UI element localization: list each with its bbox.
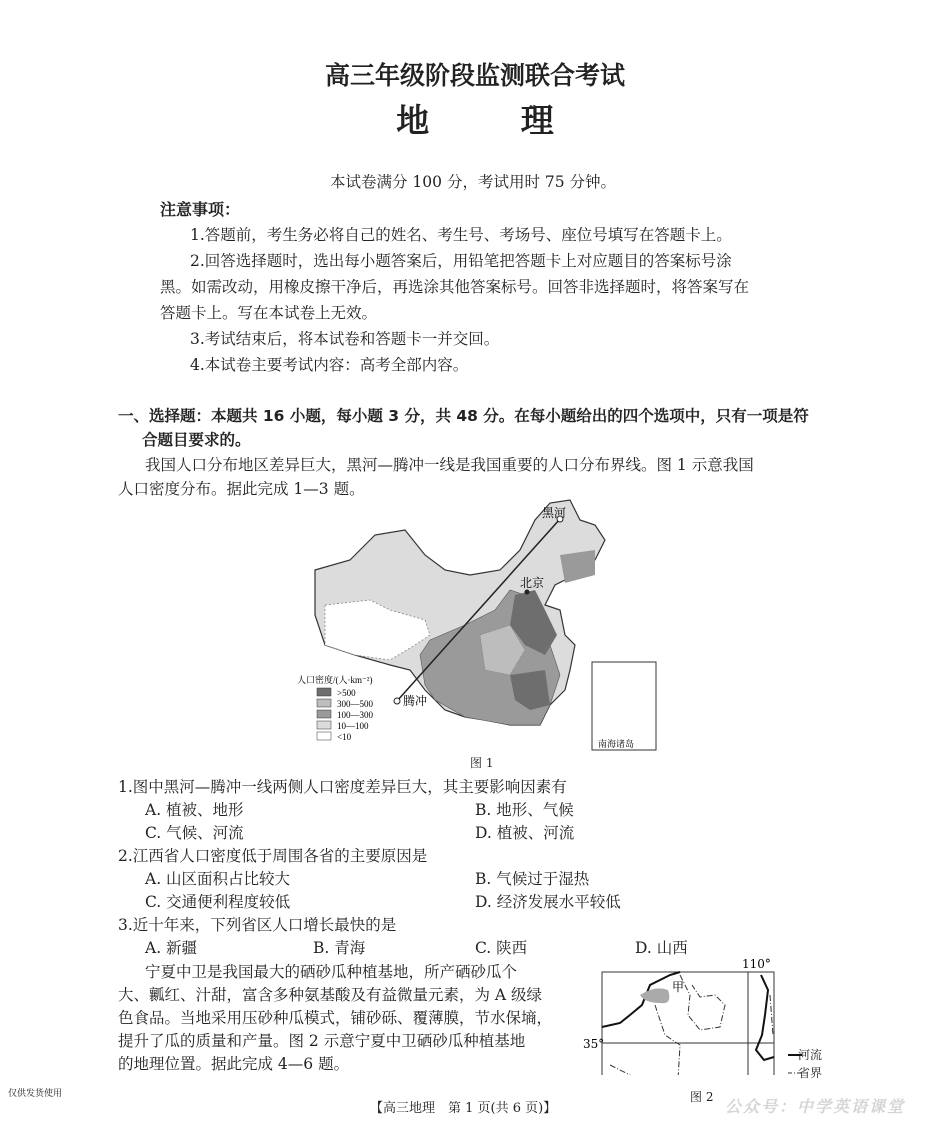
label-beijing: 北京: [520, 576, 545, 590]
legend-river: 河流: [798, 1048, 823, 1062]
section-heading: 一、选择题：本题共 16 小题，每小题 3 分，共 48 分。在每小题给出的四个选项中，只有一项是符: [118, 407, 809, 425]
intro2-paragraph: 提升了瓜的质量和产量。图 2 示意宁夏中卫硒砂瓜种植基地: [118, 1032, 526, 1050]
lon-label: 110°: [742, 957, 771, 971]
legend-title: 人口密度/(人·km⁻²): [297, 675, 373, 685]
subject-title: 地 理: [396, 101, 594, 140]
option: A. 新疆: [145, 939, 198, 957]
watermark: 公众号：中学英语课堂: [725, 1097, 906, 1116]
option: C. 交通便利程度较低: [145, 893, 291, 911]
notice-item: 2.回答选择题时，选出每小题答案后，用铅笔把答题卡上对应题目的答案标号涂: [190, 252, 732, 270]
question-3: 3.近十年来，下列省区人口增长最快的是: [118, 916, 397, 934]
svg-text:10—100: 10—100: [337, 721, 369, 731]
option: C. 陕西: [475, 939, 528, 957]
label-inset: 南海诸岛: [598, 739, 635, 749]
south-china-sea-inset: [592, 662, 656, 750]
question-2: 2.江西省人口密度低于周围各省的主要原因是: [118, 847, 428, 865]
option: C. 气候、河流: [145, 824, 244, 842]
label-heihe: 黑河: [542, 506, 567, 520]
page-footer: 【高三地理 第 1 页(共 6 页)】: [370, 1101, 557, 1116]
section-heading-cont: 合题目要求的。: [142, 431, 251, 449]
svg-text:100—300: 100—300: [337, 710, 373, 720]
intro2-paragraph: 大、瓤红、汁甜，富含多种氨基酸及有益微量元素，为 A 级绿: [118, 986, 543, 1004]
svg-text:<10: <10: [337, 732, 352, 742]
notice-item: 4.本试卷主要考试内容：高考全部内容。: [190, 356, 469, 374]
intro-paragraph: 我国人口分布地区差异巨大，黑河—腾冲一线是我国重要的人口分布界线。图 1 示意我国: [145, 456, 754, 474]
label-tengchong: 腾冲: [403, 694, 428, 708]
svg-text:300—500: 300—500: [337, 699, 373, 709]
intro2-paragraph: 宁夏中卫是我国最大的硒砂瓜种植基地，所产硒砂瓜个: [145, 963, 518, 981]
figure2-caption: 图 2: [690, 1090, 714, 1104]
question-1: 1.图中黑河—腾冲一线两侧人口密度差异巨大，其主要影响因素有: [118, 778, 567, 796]
intro2-paragraph: 色食品。当地采用压砂种瓜模式，铺砂砾、覆薄膜，节水保墒，: [118, 1009, 553, 1027]
exam-info: 本试卷满分 100 分，考试用时 75 分钟。: [330, 173, 617, 191]
legend-province-boundary: 省界: [798, 1066, 823, 1080]
notice-item: 黑。如需改动，用橡皮擦干净后，再选涂其他答案标号。回答非选择题时，将答案写在: [160, 278, 750, 296]
label-jia: 甲: [672, 980, 685, 994]
option: B. 地形、气候: [475, 801, 574, 819]
lat-label: 35°: [583, 1037, 605, 1051]
option: A. 山区面积占比较大: [145, 870, 291, 888]
notice-item: 3.考试结束后，将本试卷和答题卡一并交回。: [190, 330, 500, 348]
legend: [317, 688, 374, 742]
option: B. 气候过于湿热: [475, 870, 590, 888]
figure1-caption: 图 1: [470, 756, 494, 770]
intro2-paragraph: 的地理位置。据此完成 4—6 题。: [118, 1055, 350, 1073]
option: B. 青海: [313, 939, 366, 957]
option: D. 经济发展水平较低: [475, 893, 621, 911]
distribution-note: 仅供发货使用: [8, 1089, 63, 1099]
option: A. 植被、地形: [145, 801, 244, 819]
notice-heading: 注意事项：: [160, 200, 241, 219]
zhongwei-location-map: [580, 955, 823, 1075]
svg-text:>500: >500: [337, 688, 356, 698]
notice-item: 答题卡上。写在本试卷上无效。: [160, 304, 378, 322]
intro-paragraph: 人口密度分布。据此完成 1—3 题。: [118, 480, 365, 498]
notice-item: 1.答题前，考生务必将自己的姓名、考生号、考场号、座位号填写在答题卡上。: [190, 226, 732, 244]
exam-title: 高三年级阶段监测联合考试: [324, 61, 625, 90]
option: D. 植被、河流: [475, 824, 575, 842]
option: D. 山西: [635, 939, 688, 957]
population-density-map: [295, 495, 660, 755]
